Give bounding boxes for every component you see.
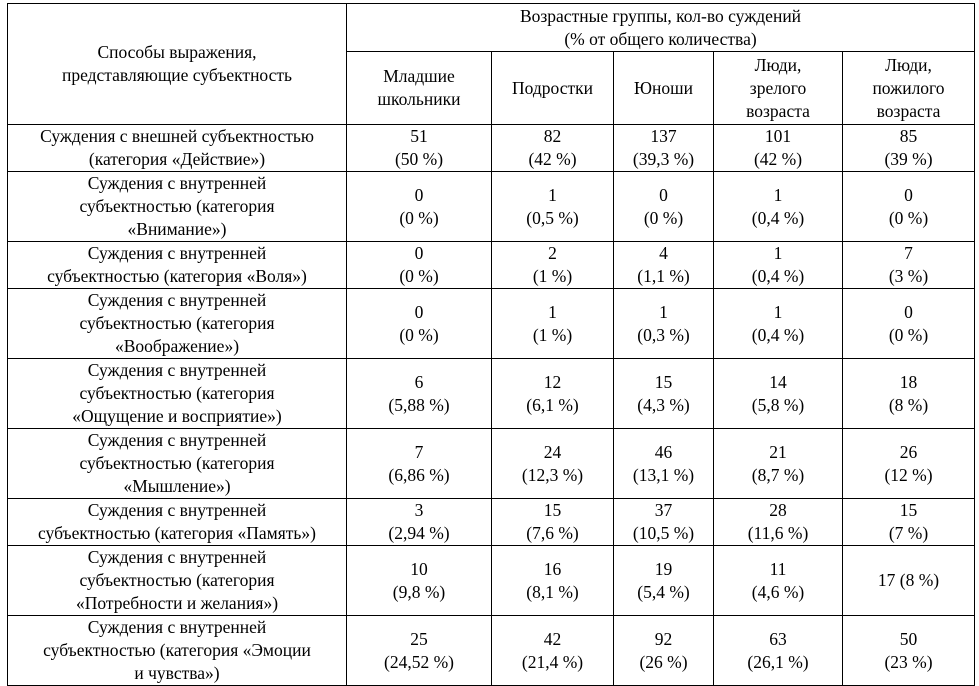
age-group-header-mature-adults: Люди, зрелого возраста [714, 52, 843, 125]
table-row [8, 499, 975, 546]
data-cell: 6 (5,88 %) [347, 359, 492, 429]
data-cell: 85 (39 %) [843, 125, 975, 172]
data-cell: 18 (8 %) [843, 359, 975, 429]
data-cell: 28 (11,6 %) [714, 499, 843, 546]
data-cell: 3 (2,94 %) [347, 499, 492, 546]
row-label: Суждения с внутренней субъектностью (категория «Ощущение и восприятие») [8, 359, 347, 429]
row-label: Суждения с внутренней субъектностью (категория «Память») [8, 499, 347, 546]
age-group-header-teenagers: Подростки [492, 52, 614, 125]
data-cell: 15 (4,3 %) [614, 359, 714, 429]
age-group-header-junior-schoolchildren: Младшие школьники [347, 52, 492, 125]
data-cell: 51 (50 %) [347, 125, 492, 172]
header-row-1 [8, 4, 975, 52]
table-row [8, 429, 975, 499]
data-cell: 0 (0 %) [843, 172, 975, 242]
table-row [8, 359, 975, 429]
table-row [8, 172, 975, 242]
data-cell: 92 (26 %) [614, 616, 714, 686]
data-cell: 15 (7,6 %) [492, 499, 614, 546]
data-cell: 1 (0,4 %) [714, 172, 843, 242]
data-cell: 26 (12 %) [843, 429, 975, 499]
data-cell: 24 (12,3 %) [492, 429, 614, 499]
data-cell: 82 (42 %) [492, 125, 614, 172]
row-label: Суждения с внутренней субъектностью (категория «Воображение») [8, 289, 347, 359]
data-cell: 50 (23 %) [843, 616, 975, 686]
data-cell: 10 (9,8 %) [347, 546, 492, 616]
data-cell: 0 (0 %) [347, 242, 492, 289]
age-group-header-youths: Юноши [614, 52, 714, 125]
data-cell: 1 (1 %) [492, 289, 614, 359]
data-cell: 14 (5,8 %) [714, 359, 843, 429]
data-cell: 1 (0,4 %) [714, 289, 843, 359]
data-cell: 0 (0 %) [347, 172, 492, 242]
table-row [8, 289, 975, 359]
data-cell: 16 (8,1 %) [492, 546, 614, 616]
data-cell: 137 (39,3 %) [614, 125, 714, 172]
data-cell: 19 (5,4 %) [614, 546, 714, 616]
data-cell: 101 (42 %) [714, 125, 843, 172]
table-row [8, 125, 975, 172]
data-cell: 12 (6,1 %) [492, 359, 614, 429]
data-cell: 37 (10,5 %) [614, 499, 714, 546]
data-cell: 1 (0,3 %) [614, 289, 714, 359]
table-row [8, 546, 975, 616]
data-cell: 0 (0 %) [347, 289, 492, 359]
data-cell: 4 (1,1 %) [614, 242, 714, 289]
data-cell: 0 (0 %) [843, 289, 975, 359]
data-cell: 11 (4,6 %) [714, 546, 843, 616]
row-label: Суждения с внутренней субъектностью (категория «Воля») [8, 242, 347, 289]
data-cell: 63 (26,1 %) [714, 616, 843, 686]
data-cell: 15 (7 %) [843, 499, 975, 546]
data-cell: 7 (3 %) [843, 242, 975, 289]
data-cell: 0 (0 %) [614, 172, 714, 242]
data-cell: 1 (0,4 %) [714, 242, 843, 289]
age-groups-header: Возрастные группы, кол-во суждений (% от общего количества) [347, 4, 975, 52]
subjectivity-table [7, 3, 975, 686]
table-row [8, 242, 975, 289]
data-cell: 1 (0,5 %) [492, 172, 614, 242]
data-cell: 17 (8 %) [843, 546, 975, 616]
method-column-header: Способы выражения, представляющие субъектность [8, 4, 347, 125]
data-cell: 25 (24,52 %) [347, 616, 492, 686]
age-group-header-elderly: Люди, пожилого возраста [843, 52, 975, 125]
row-label: Суждения с внутренней субъектностью (категория «Внимание») [8, 172, 347, 242]
data-cell: 7 (6,86 %) [347, 429, 492, 499]
row-label: Суждения с внутренней субъектностью (категория «Потребности и желания») [8, 546, 347, 616]
data-cell: 46 (13,1 %) [614, 429, 714, 499]
data-cell: 2 (1 %) [492, 242, 614, 289]
data-cell: 42 (21,4 %) [492, 616, 614, 686]
table-row [8, 616, 975, 686]
row-label: Суждения с внутренней субъектностью (категория «Эмоции и чувства») [8, 616, 347, 686]
data-cell: 21 (8,7 %) [714, 429, 843, 499]
row-label: Суждения с внешней субъектностью (категория «Действие») [8, 125, 347, 172]
row-label: Суждения с внутренней субъектностью (категория «Мышление») [8, 429, 347, 499]
